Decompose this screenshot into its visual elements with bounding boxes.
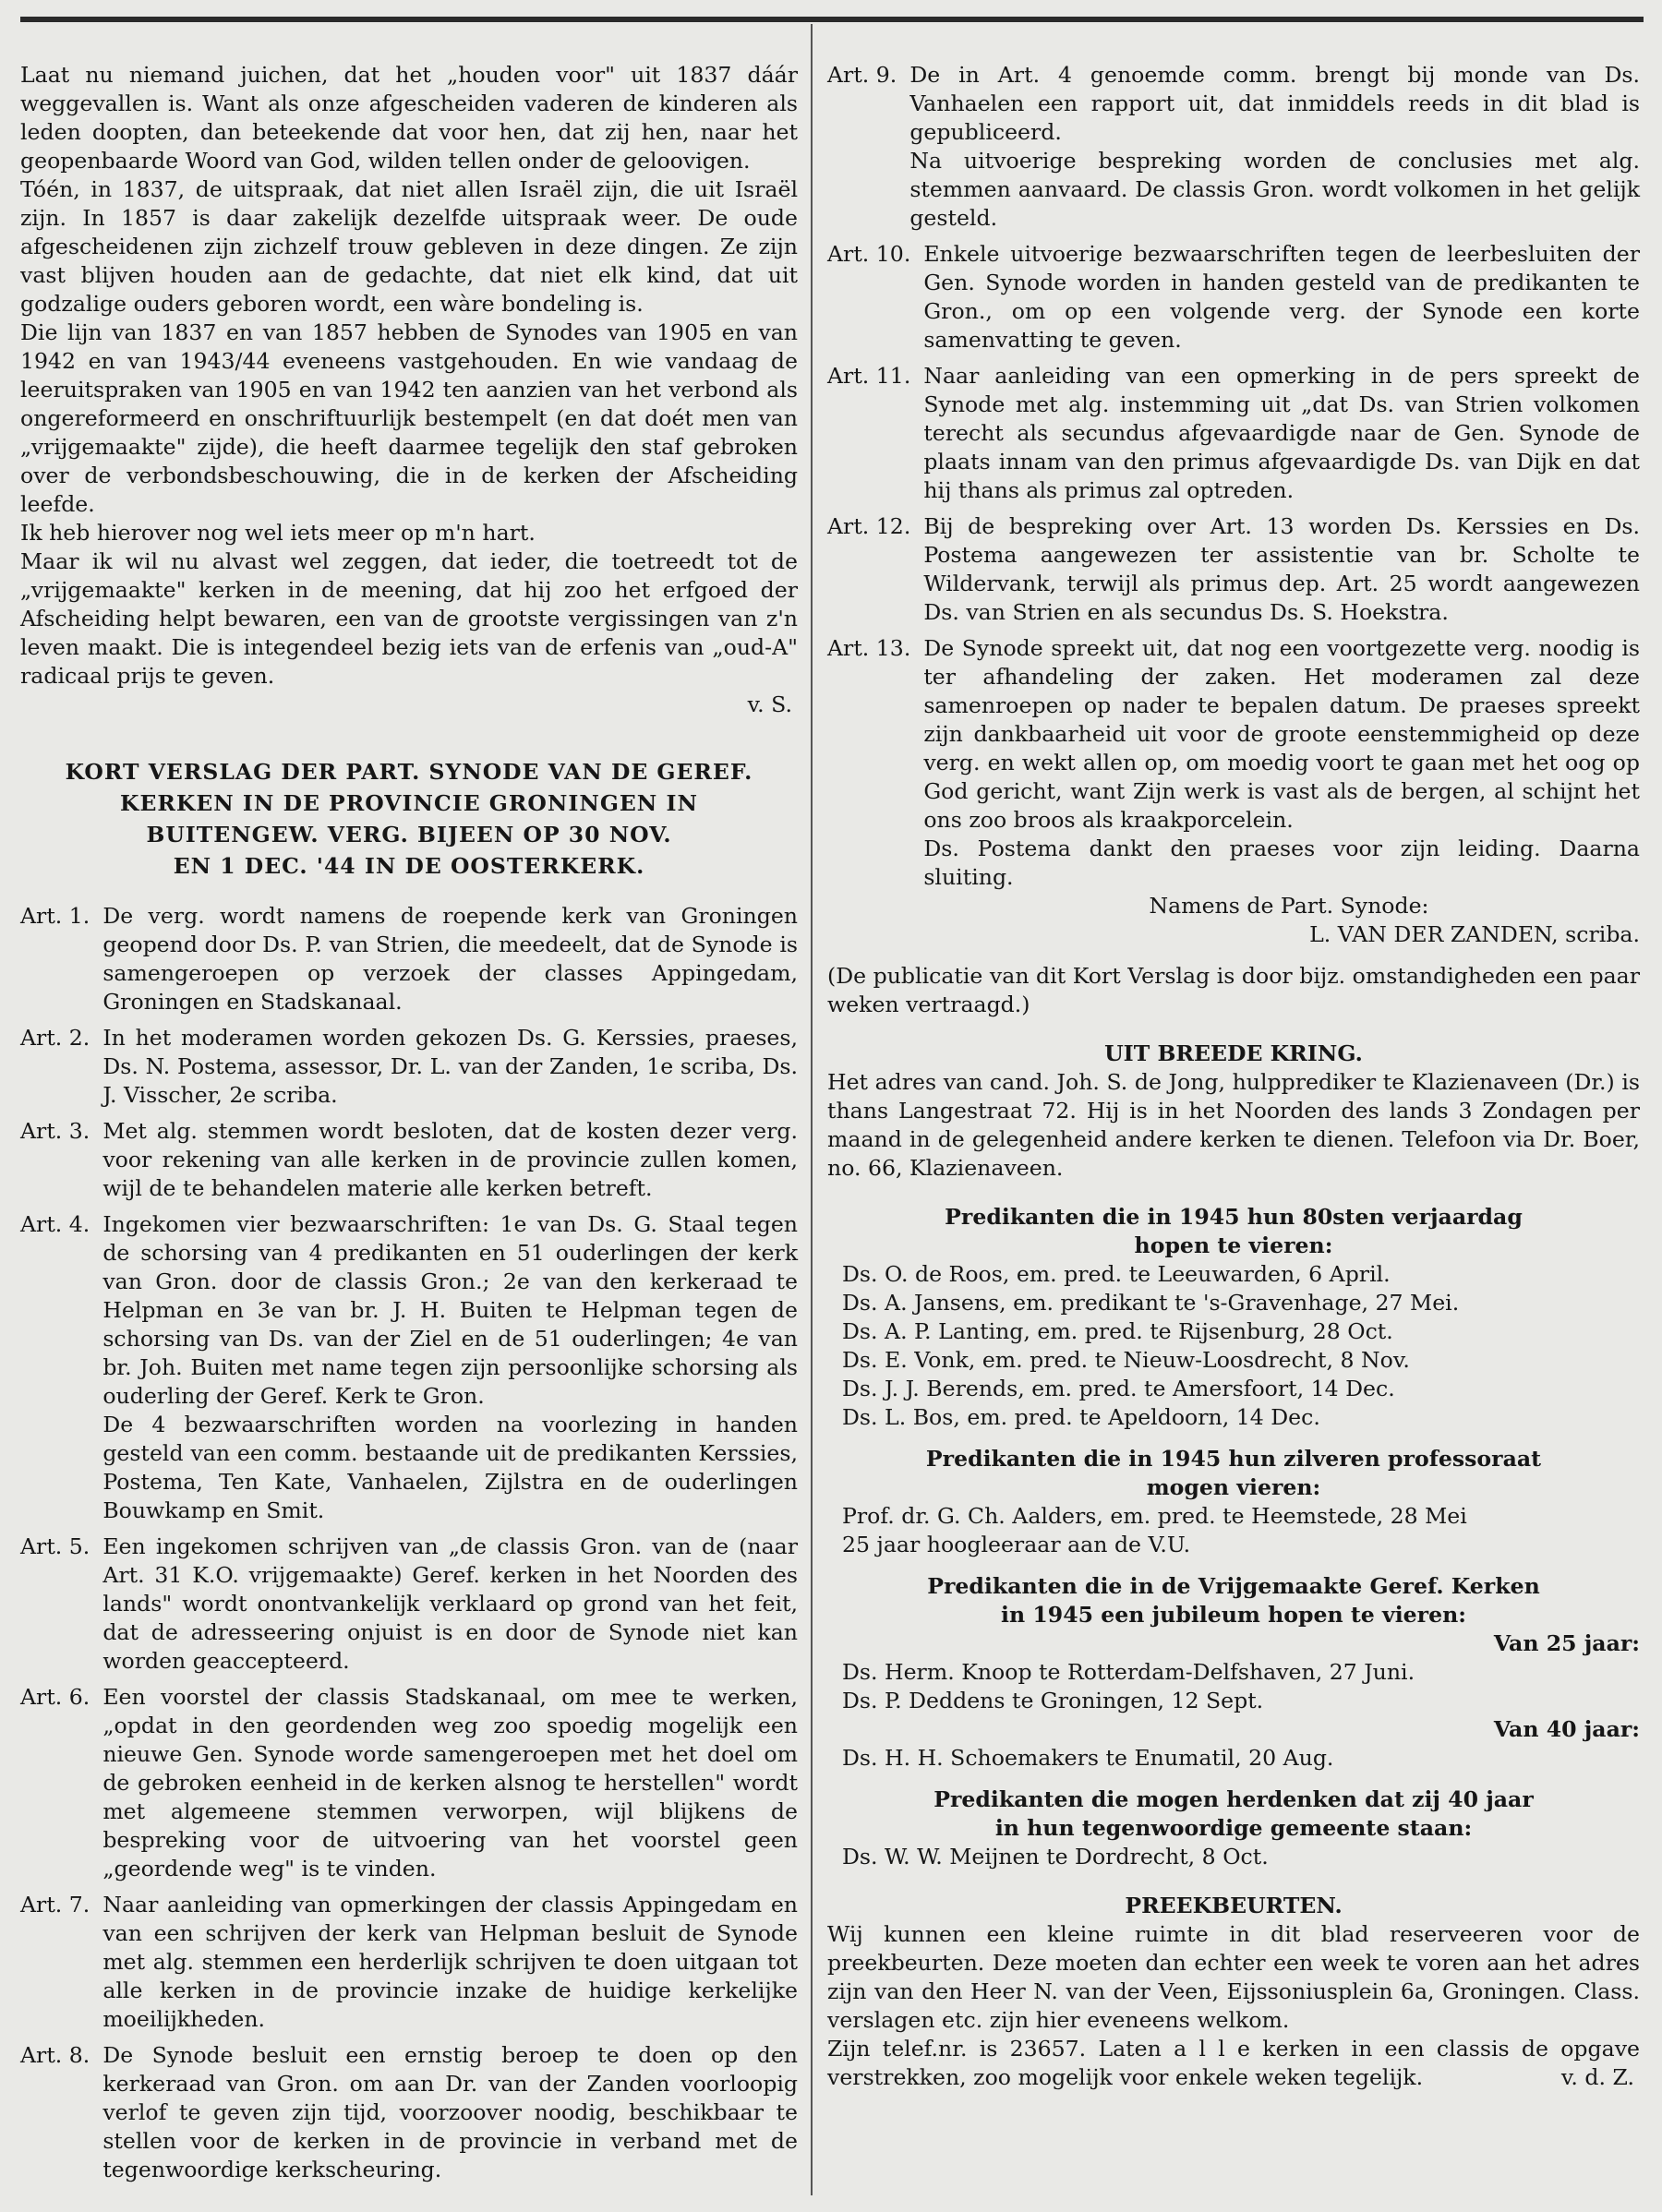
list-item: Prof. dr. G. Ch. Aalders, em. pred. te Heemstede, 28 Mei	[842, 1503, 1467, 1529]
article-number: Art. 5.	[20, 1533, 90, 1559]
commemoration-section	[827, 1785, 1640, 1871]
professorship-title-line-2: mogen vieren:	[1146, 1474, 1321, 1500]
intro-signature: v. S.	[747, 691, 792, 717]
list-item: Ds. Herm. Knoop te Rotterdam-Delfshaven, 27 Juni.	[842, 1659, 1415, 1685]
list-item: 25 jaar hoogleeraar aan de V.U.	[842, 1532, 1191, 1557]
birthday-list	[827, 1260, 1640, 1432]
article-text	[909, 61, 1640, 233]
article-8	[20, 2041, 798, 2184]
commemoration-title-line-1: Predikanten die mogen herdenken dat zij 40 jaar	[933, 1786, 1534, 1812]
list-item: Ds. A. Jansens, em. predikant te 's-Gravenhage, 27 Mei.	[842, 1290, 1460, 1316]
list-item: Ds. E. Vonk, em. pred. te Nieuw-Loosdrecht, 8 Nov.	[842, 1347, 1410, 1373]
article-11	[827, 362, 1640, 505]
article-number: Art. 3.	[20, 1118, 90, 1144]
article-number: Art. 7.	[20, 1892, 90, 1917]
list-item: Ds. J. J. Berends, em. pred. te Amersfoort, 14 Dec.	[842, 1376, 1395, 1401]
article-number: Art. 12.	[827, 513, 911, 539]
jubilee-title-line-1: Predikanten die in de Vrijgemaakte Geref. Kerken	[927, 1573, 1540, 1599]
professorship-title-line-1: Predikanten die in 1945 hun zilveren professoraat	[925, 1446, 1542, 1472]
list-item: Ds. A. P. Lanting, em. pred. te Rijsenburg, 28 Oct.	[842, 1318, 1393, 1344]
intro-paragraph-4: Ik heb hierover nog wel iets meer op m'n hart.	[20, 520, 536, 546]
left-column	[20, 61, 798, 2184]
intro-paragraph-2: Tóén, in 1837, de uitspraak, dat niet allen Israël zijn, die uit Israël zijn. In 1857 is daar zakelijk dezelfde uitspraak weer. De oude afgescheidenen zijn zichzelf trouw gebleven in deze dingen. Ze zijn vast blijven houden aan de gedachte, dat niet elk kind, dat uit godzalige ouders geboren wordt, een wàre bondeling is.	[20, 176, 798, 317]
article-13-text: De Synode spreekt uit, dat nog een voortgezette verg. noodig is ter afhandeling der zaken. Het moderamen zal deze samenroepen op nader te bepalen datum. De praeses spreekt zijn dankbaarheid uit voor de groote eenstemmigheid op deze verg. en wekt allen op, om moedig voort te gaan met het oog op God gericht, want Zijn werk is vast als de bergen, al schijnt het ons zoo broos als kraakporcelein.	[923, 635, 1640, 833]
column-divider	[811, 24, 813, 2195]
article-text: Met alg. stemmen wordt besloten, dat de kosten dezer verg. voor rekening van alle kerken in de provincie zullen komen, wijl de te behandelen materie alle kerken betreft.	[102, 1118, 798, 1201]
article-text: Bij de bespreking over Art. 13 worden Ds. Kerssies en Ds. Postema aangewezen ter assistentie van br. Scholte te Wildervank, terwijl als primus dep. Art. 25 wordt aangewezen Ds. van Strien en als secundus Ds. S. Hoekstra.	[923, 513, 1640, 625]
article-text: In het moderamen worden gekozen Ds. G. Kerssies, praeses, Ds. N. Postema, assessor, Dr. L. van der Zanden, 1e scriba, Ds. J. Visscher, 2e scriba.	[102, 1025, 798, 1108]
report-heading-line-3: BUITENGEW. VERG. BIJEEN OP 30 NOV.	[146, 822, 672, 848]
report-heading-line-2: KERKEN IN DE PROVINCIE GRONINGEN IN	[120, 790, 698, 816]
kring-text: Het adres van cand. Joh. S. de Jong, hulpprediker te Klazienaveen (Dr.) is thans Langestraat 72. Hij is in het Noorden des lands 3 Zondagen per maand in de gelegenheid andere kerken te dienen. Telefoon via Dr. Boer, no. 66, Klazienaveen.	[827, 1069, 1640, 1181]
list-item: Ds. H. H. Schoemakers te Enumatil, 20 Aug.	[842, 1745, 1334, 1771]
article-number: Art. 13.	[827, 635, 911, 661]
preekbeurten-text-1: Wij kunnen een kleine ruimte in dit blad reserveeren voor de preekbeurten. Deze moeten dan echter een week te voren aan het adres zijn van den Heer N. van der Veen, Eijssoniusplein 6a, Groningen. Class. verslagen etc. zijn hier eveneens welkom.	[827, 1921, 1640, 2033]
article-number: Art. 2.	[20, 1025, 90, 1051]
article-text: Een ingekomen schrijven van „de classis Gron. van de (naar Art. 31 K.O. vrijgemaakte) Geref. kerken in het Noorden des lands" wordt onontvankelijk verklaard op grond van het feit, dat de adresseering onjuist is en door de Synode niet kan worden geaccepteerd.	[102, 1533, 798, 1674]
article-number: Art. 11.	[827, 363, 911, 389]
commemoration-title-line-2: in hun tegenwoordige gemeente staan:	[994, 1815, 1473, 1841]
list-item: Ds. O. de Roos, em. pred. te Leeuwarden, 6 April.	[842, 1261, 1391, 1287]
birthday-title-line-2: hopen te vieren:	[1134, 1232, 1333, 1258]
article-6	[20, 1683, 798, 1883]
intro-paragraph-1: Laat nu niemand juichen, dat het „houden voor" uit 1837 dáár weggevallen is. Want als onze afgescheiden vaderen de kinderen als leden doopten, dan beteekende dat voor hen, dat zij hen, naar het geopenbaarde Woord van God, wilden tellen onder de geloovigen.	[20, 62, 798, 174]
article-number: Art. 1.	[20, 903, 90, 929]
article-7	[20, 1891, 798, 2034]
section-title-preekbeurten: PREEKBEURTEN.	[1125, 1893, 1343, 1918]
commemoration-list	[827, 1843, 1640, 1871]
synod-sign-line-2: L. VAN DER ZANDEN, scriba.	[1309, 921, 1640, 947]
article-number: Art. 6.	[20, 1684, 90, 1710]
van-25-list	[827, 1658, 1640, 1715]
report-heading-line-4: EN 1 DEC. '44 IN DE OOSTERKERK.	[173, 853, 645, 879]
jubilee-section	[827, 1572, 1640, 1773]
article-12	[827, 512, 1640, 627]
intro-paragraph-3: Die lijn van 1837 en van 1857 hebben de Synodes van 1905 en van 1942 en van 1943/44 eveneens vastgehouden. En wie vandaag de leeruitspraken van 1905 en van 1942 ten aanzien van het verbond als ongereformeerd en onschriftuurlijk bestempelt (en dat doét men van „vrijgemaakte" zijde), die heeft daarmee tegelijk den staf gebroken over de verbondsbeschouwing, die in de kerken der Afscheiding leefde.	[20, 319, 798, 517]
professorship-section	[827, 1445, 1640, 1559]
article-number: Art. 8.	[20, 2042, 90, 2068]
article-1	[20, 902, 798, 1016]
right-column	[827, 61, 1640, 2092]
article-2	[20, 1024, 798, 1110]
article-text: Een voorstel der classis Stadskanaal, om mee te werken, „opdat in den geordenden weg zoo spoedig mogelijk een nieuwe Gen. Synode worde samengeroepen met het doel om de gebroken eenheid in de kerken alsnog te herstellen" wordt met algemeene stemmen verworpen, wijl blijkens de bespreking voor de uitvoering van het voorstel geen „geordende weg" is te vinden.	[102, 1684, 798, 1881]
section-title-kring: UIT BREEDE KRING.	[1104, 1040, 1363, 1066]
article-text: De Synode besluit een ernstig beroep te doen op den kerkeraad van Gron. om aan Dr. van der Zanden voorloopig verlof te geven zijn tijd, voorzoover noodig, beschikbaar te stellen voor de kerken in de provincie in verband met de tegenwoordige kerkscheuring.	[102, 2042, 798, 2182]
article-text	[102, 1210, 798, 1525]
article-4	[20, 1210, 798, 1525]
birthday-section	[827, 1203, 1640, 1432]
van-40-label: Van 40 jaar:	[1493, 1716, 1640, 1742]
article-9-text: De in Art. 4 genoemde comm. brengt bij monde van Ds. Vanhaelen een rapport uit, dat inmiddels reeds in dit blad is gepubliceerd.	[909, 62, 1640, 145]
article-text: Naar aanleiding van opmerkingen der classis Appingedam en van een schrijven der kerk van Helpman besluit de Synode met alg. stemmen een herderlijk schrijven te doen uitgaan tot alle kerken in de provincie inzake de huidige kerkelijke moeilijkheden.	[102, 1892, 798, 2032]
article-9-extra: Na uitvoerige bespreking worden de conclusies met alg. stemmen aanvaard. De classis Gron. wordt volkomen in het gelijk gesteld.	[909, 148, 1640, 231]
report-heading-line-1: KORT VERSLAG DER PART. SYNODE VAN DE GEREF.	[65, 759, 753, 785]
synod-sign-line-1: Namens de Part. Synode:	[1149, 893, 1429, 919]
article-number: Art. 9.	[827, 62, 897, 88]
article-5	[20, 1533, 798, 1676]
article-text	[923, 634, 1640, 892]
top-rule	[20, 17, 1644, 22]
jubilee-title-line-2: in 1945 een jubileum hopen te vieren:	[1001, 1602, 1466, 1628]
birthday-title-line-1: Predikanten die in 1945 hun 80sten verjaardag	[945, 1204, 1523, 1230]
article-4-text: Ingekomen vier bezwaarschriften: 1e van Ds. G. Staal tegen de schorsing van 4 predikanten en 51 ouderlingen der kerk van Gron. door de classis Gron.; 2e van den kerkeraad te Helpman en 3e van br. J. H. Buiten te Helpman tegen de schorsing van Ds. van der Ziel en de 51 ouderlingen; 4e van br. Joh. Buiten met name tegen zijn persoonlijke schorsing als ouderling der Geref. Kerk te Gron.	[102, 1211, 798, 1409]
left-articles	[20, 902, 798, 2184]
list-item: Ds. W. W. Meijnen te Dordrecht, 8 Oct.	[842, 1844, 1269, 1869]
report-heading	[20, 756, 798, 882]
article-13-extra: Ds. Postema dankt den praeses voor zijn leiding. Daarna sluiting.	[923, 836, 1640, 890]
van-40-list	[827, 1744, 1640, 1773]
article-text: Enkele uitvoerige bezwaarschriften tegen de leerbesluiten der Gen. Synode worden in handen gesteld van de predikanten te Gron., om op een volgende verg. der Synode een korte samenvatting te geven.	[923, 241, 1640, 353]
article-number: Art. 10.	[827, 241, 911, 267]
article-number: Art. 4.	[20, 1211, 90, 1237]
article-13	[827, 634, 1640, 892]
article-10	[827, 240, 1640, 355]
article-4-extra: De 4 bezwaarschriften worden na voorlezing in handen gesteld van een comm. bestaande uit de predikanten Kerssies, Postema, Ten Kate, Vanhaelen, Zijlstra en de ouderlingen Bouwkamp en Smit.	[102, 1412, 798, 1523]
preekbeurten-text-2: Zijn telef.nr. is 23657. Laten a l l e kerken in een classis de opgave verstrekken, zoo mogelijk voor enkele weken tegelijk.	[827, 2036, 1640, 2090]
list-item: Ds. P. Deddens te Groningen, 12 Sept.	[842, 1688, 1264, 1713]
preekbeurten-signature: v. d. Z.	[1560, 2064, 1634, 2090]
list-item: Ds. L. Bos, em. pred. te Apeldoorn, 14 Dec.	[842, 1404, 1320, 1430]
article-text: Naar aanleiding van een opmerking in de pers spreekt de Synode met alg. instemming uit „dat Ds. van Strien volkomen terecht als secundus afgevaardigde naar de Gen. Synode de plaats innam van den primus afgevaardigde Ds. van Dijk en dat hij thans als primus zal optreden.	[923, 363, 1640, 503]
article-9	[827, 61, 1640, 233]
article-text: De verg. wordt namens de roepende kerk van Groningen geopend door Ds. P. van Strien, die meedeelt, dat de Synode is samengeroepen op verzoek der classes Appingedam, Groningen en Stadskanaal.	[102, 903, 798, 1015]
publication-note: (De publicatie van dit Kort Verslag is door bijz. omstandigheden een paar weken vertraagd.)	[827, 963, 1640, 1017]
van-25-label: Van 25 jaar:	[1493, 1630, 1640, 1656]
intro-paragraph-5: Maar ik wil nu alvast wel zeggen, dat ieder, die toetreedt tot de „vrijgemaakte" kerken in de meening, dat hij zoo het erfgoed der Afscheiding helpt bewaren, een van de grootste vergissingen van z'n leven maakt. Die is integendeel bezig iets van de erfenis van „oud-A" radicaal prijs te geven.	[20, 548, 798, 689]
article-3	[20, 1117, 798, 1203]
professorship-list	[827, 1502, 1640, 1559]
